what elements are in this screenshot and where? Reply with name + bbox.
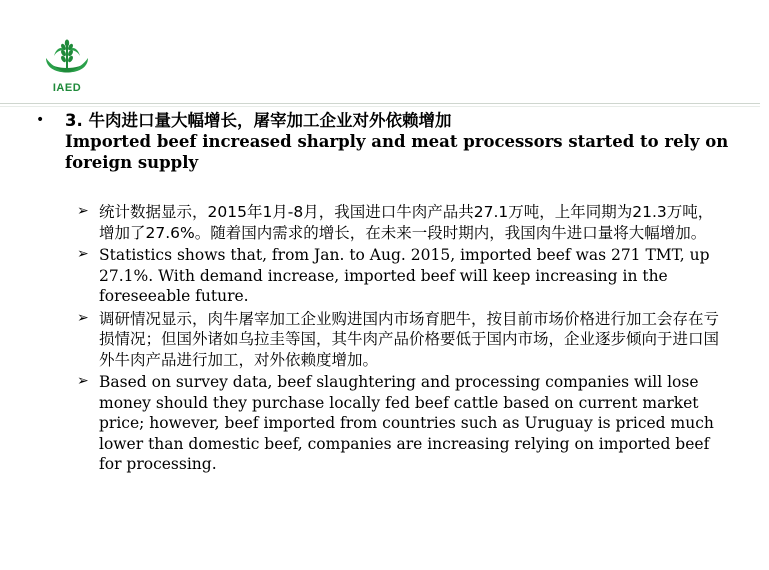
list-item: [77, 309, 727, 371]
bullet-list: [77, 202, 727, 477]
iaed-logo: [44, 38, 90, 96]
wheat-leaf-logo-icon: [44, 38, 90, 82]
list-item-text: 统计数据显示，2015年1月-8月，我国进口牛肉产品共27.1万吨，上年同期为21.3万吨，增加了27.6%。随着国内需求的增长，在未来一段时期内，我国肉牛进口量将大幅增加。: [99, 203, 714, 242]
bullet-icon: •: [36, 112, 45, 128]
arrow-bullet-icon: ➢: [77, 373, 89, 389]
logo-text: IAED: [52, 82, 82, 94]
header-divider-shadow: [0, 106, 760, 107]
list-item: [77, 202, 727, 243]
list-item: [77, 245, 727, 307]
heading-english: Imported beef increased sharply and meat processors started to rely on foreign supply: [65, 132, 729, 172]
arrow-bullet-icon: ➢: [77, 203, 89, 219]
list-item-text: Statistics shows that, from Jan. to Aug. 2015, imported beef was 271 TMT, up 27.1%. With demand increase, imported beef will keep increasing in the foreseeable future.: [99, 246, 710, 305]
list-item-text: 调研情况显示，肉牛屠宰加工企业购进国内市场育肥牛，按目前市场价格进行加工会存在亏损情况；但国外诸如乌拉圭等国，其牛肉产品价格要低于国内市场，企业逐步倾向于进口国外牛肉产品进行加工，对外依赖度增加。: [99, 309, 720, 369]
arrow-bullet-icon: ➢: [77, 309, 89, 326]
list-item-text: Based on survey data, beef slaughtering and processing companies will lose money should they purchase locally fed beef cattle based on current market price; however, beef imported from countries such as Uruguay is priced much lower than domestic beef, companies are increasing relying on imported beef for processing.: [99, 373, 714, 473]
header-divider: [0, 103, 760, 104]
heading-chinese: 3. 牛肉进口量大幅增长，屠宰加工企业对外依赖增加: [65, 111, 452, 130]
list-item: [77, 372, 727, 475]
arrow-bullet-icon: ➢: [77, 246, 89, 262]
section-heading: [36, 110, 736, 173]
